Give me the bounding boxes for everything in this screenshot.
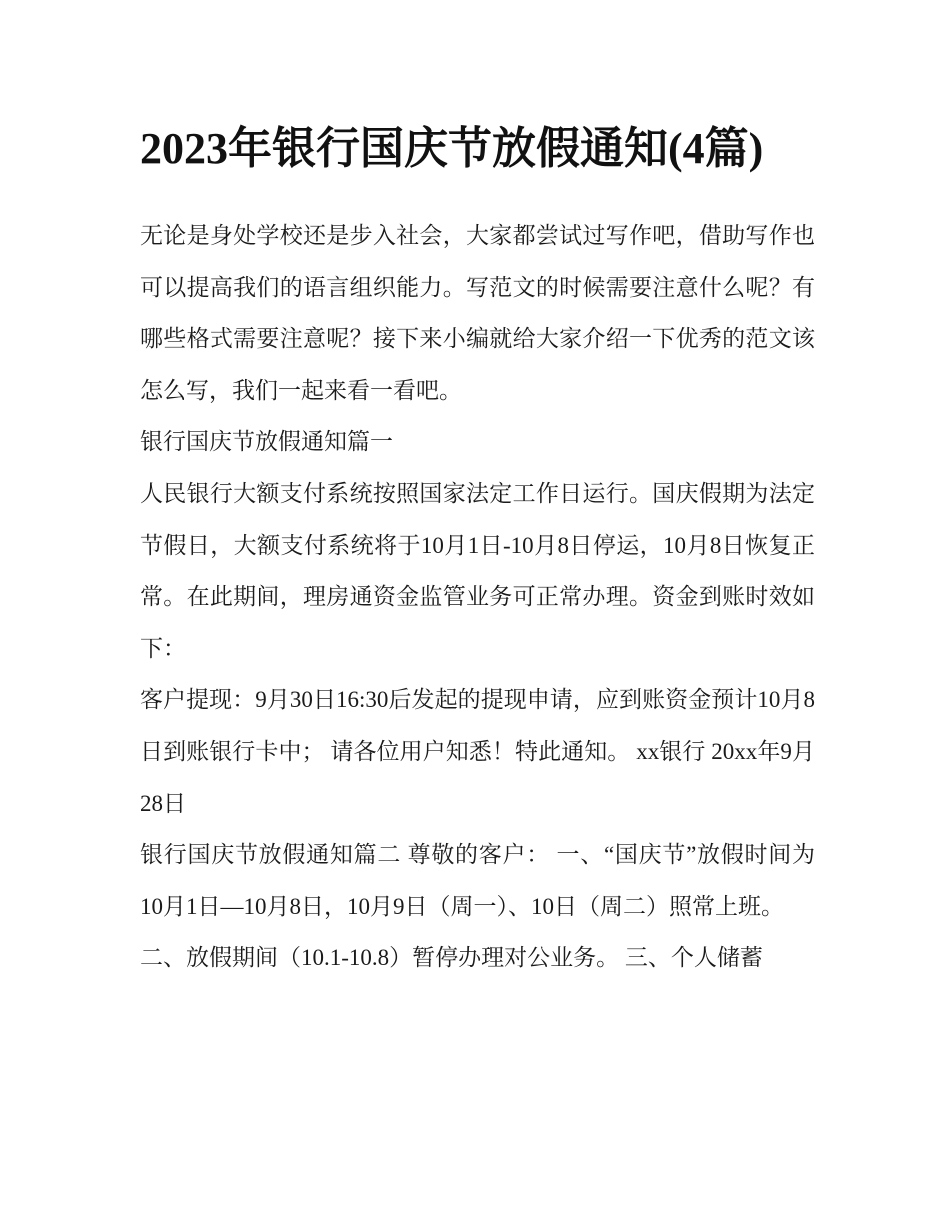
document-body: [140, 210, 815, 984]
document-title: 2023年银行国庆节放假通知(4篇): [140, 124, 764, 173]
body-paragraph: 二、放假期间（10.1-10.8）暂停办理对公业务。 三、个人储蓄: [140, 945, 763, 971]
document-page: [140, 0, 815, 984]
body-paragraph: 客户提现：9月30日16:30后发起的提现申请，应到账资金预计10月8日到账银行卡中； 请各位用户知悉！特此通知。 xx银行 20xx年9月28日: [140, 687, 815, 816]
section-heading-1: 银行国庆节放假通知篇一: [140, 429, 393, 455]
body-paragraph: 银行国庆节放假通知篇二 尊敬的客户： 一、“国庆节”放假时间为10月1日—10月8日，10月9日（周一）、10日（周二）照常上班。: [140, 842, 815, 919]
body-paragraph: 人民银行大额支付系统按照国家法定工作日运行。国庆假期为法定节假日，大额支付系统将于10月1日-10月8日停运，10月8日恢复正常。在此期间，理房通资金监管业务可正常办理。资金到账时效如下：: [140, 480, 815, 661]
intro-paragraph: 无论是身处学校还是步入社会，大家都尝试过写作吧，借助写作也可以提高我们的语言组织能力。写范文的时候需要注意什么呢？有哪些格式需要注意呢？接下来小编就给大家介绍一下优秀的范文该怎么写，我们一起来看一看吧。: [140, 223, 815, 403]
